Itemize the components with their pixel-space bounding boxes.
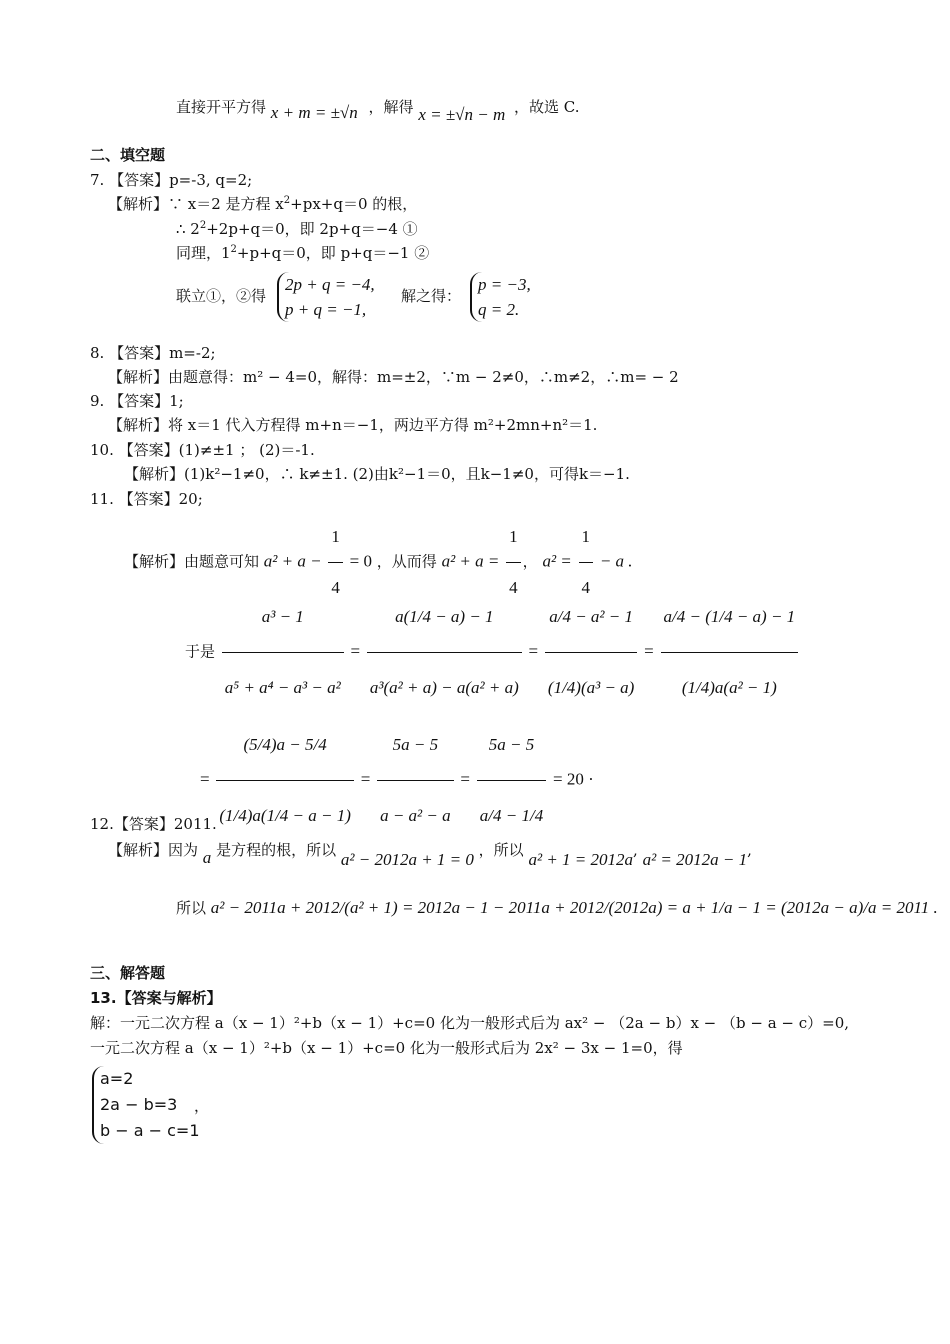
q8-answer: 8. 【答案】m=-2; xyxy=(90,344,216,362)
q11-chain-1: 于是 $\frac{\text{a³ − 1}}{\text{a⁵ + a⁴ − a³ − a²}}$ = $\frac{a(1/4 - a) - 1}{\text{a³(a² + a) − a(a² + a)}}$ = $\frac{\text{a/4 − a² − 1}}{\text{(1/4)(a³ − a)}}$ = $\frac{a/4 - (1/4 - a) - 1}{\text{(1/4)a(a² − 1)}}$ xyxy=(185,582,800,723)
text: ，故选 C. xyxy=(514,98,580,116)
q11-chain-2: = $\frac{(5/4)a - 5/4}{(1/4)a(1/4 - a - 1)}$ = $\frac{5a - 5}{\text{a − a² − a}}$ = $\frac{5a - 5}{a/4 - 1/4}$ = 20 · xyxy=(200,710,594,851)
fraction: $\frac{a/4 - (1/4 - a) - 1}{\text{(1/4)a(a² − 1)}}$ xyxy=(661,582,799,723)
equation: x + m = ±√n xyxy=(270,103,358,122)
equation: b − a − c=1 xyxy=(100,1121,200,1140)
q12-explanation-2 xyxy=(176,898,938,918)
fraction: $\frac{1}{4}$ xyxy=(328,512,343,613)
text: +px+q＝0 的根， xyxy=(290,195,418,213)
equation: 2a − b=3 xyxy=(100,1095,178,1114)
q13-line-2: 一元二次方程 a（x − 1）²+b（x − 1）+c=0 化为一般形式后为 2x² − 3x − 1=0，得 xyxy=(90,1039,683,1057)
fraction: $\frac{\text{a/4 − a² − 1}}{\text{(1/4)(a³ − a)}}$ xyxy=(545,582,637,723)
equation: a² − 2011a + 2012/(a² + 1) = 2012a − 1 − 2011a + 2012/(2012a) = a + 1/a − 1 = (2012a − a)/a = 2011 . xyxy=(210,898,938,917)
q12-explanation-1: 【解析】因为 a 是方程的根，所以 a² − 2012a + 1 = 0 ，所以 a² + 1 = 2012a, a² = 2012a − 1, xyxy=(108,841,752,869)
text: 【解析】∵ x＝2 是方程 x xyxy=(108,195,284,213)
text: 所以 xyxy=(176,899,207,917)
fraction: $\frac{1}{4}$ xyxy=(506,512,521,613)
fraction: $\frac{5a - 5}{a/4 - 1/4}$ xyxy=(477,710,546,851)
fraction: $\frac{1}{4}$ xyxy=(579,512,594,613)
line-1 xyxy=(176,97,580,124)
section-heading-fill-blank: 二、填空题 xyxy=(90,146,166,164)
text: ∴ 2 xyxy=(176,220,200,238)
equation: a² = xyxy=(542,551,572,571)
equation: − a . xyxy=(599,551,633,571)
q11-answer: 11. 【答案】20; xyxy=(90,490,203,508)
section-heading-solve: 三、解答题 xyxy=(90,964,166,982)
q7-explanation-3: 同理，$1^2+p+q=0$，即 p+q＝−1 ② xyxy=(176,244,430,262)
q10-answer: 10. 【答案】(1)≠±1 ； (2)＝-1. xyxy=(90,441,315,459)
equation-system xyxy=(92,1066,200,1144)
q7-explanation-1: 【解析】∵ x＝2 是方程 $x^2+px+q=0$ 的根， xyxy=(108,195,418,213)
text: +p+q＝0，即 p+q＝−1 ② xyxy=(236,244,430,262)
q9-answer: 9. 【答案】1; xyxy=(90,392,184,410)
text: 是方程的根，所以 xyxy=(216,841,337,859)
text: 直接开平方得 xyxy=(176,98,267,116)
text: ，从而得 xyxy=(376,552,437,571)
fraction: $\frac{5a - 5}{\text{a − a² − a}}$ xyxy=(377,710,454,851)
q8-explanation: 【解析】由题意得：m² − 4=0，解得：m=±2，∵m − 2≠0，∴m≠2，∴m= − 2 xyxy=(108,368,679,386)
text: ，所以 xyxy=(478,841,524,859)
equation: a² − 2012a + 1 = 0 xyxy=(340,850,474,869)
text: ， xyxy=(194,1097,210,1115)
equation: a=2 xyxy=(100,1069,134,1088)
equation-system xyxy=(470,272,531,322)
q7-answer: 7. 【答案】p=-3, q=2; xyxy=(90,171,253,189)
equation: a² + 1 = 2012a xyxy=(528,850,634,869)
equation: p = −3, xyxy=(478,275,531,294)
equation: a² + a = xyxy=(441,551,500,571)
equation: 2p + q = −4, xyxy=(285,275,375,294)
equation: a² = 2012a − 1 xyxy=(642,850,748,869)
equation: = 0 xyxy=(349,551,372,571)
q12-answer: 12.【答案】2011. xyxy=(90,815,217,833)
q9-explanation: 【解析】将 x＝1 代入方程得 m+n＝−1，两边平方得 m²+2mn+n²＝1. xyxy=(108,416,598,434)
text: 【解析】由题意可知 xyxy=(124,552,260,571)
equation: = 20 · xyxy=(552,769,594,789)
q7-explanation-4: 联立①，②得 xyxy=(176,287,267,305)
text: 同理，1 xyxy=(176,244,231,262)
q13-line-1: 解：一元二次方程 a（x − 1）²+b（x − 1）+c=0 化为一般形式后为 ax² − （2a − b）x − （b − a − c）=0, xyxy=(90,1014,850,1032)
equation: a² + a − xyxy=(263,551,322,571)
text: 解之得： xyxy=(401,287,462,305)
fraction: $\frac{(5/4)a - 5/4}{(1/4)a(1/4 - a - 1)}$ xyxy=(216,710,354,851)
fraction: $\frac{\text{a³ − 1}}{\text{a⁵ + a⁴ − a³ − a²}}$ xyxy=(222,582,344,723)
equation: p + q = −1, xyxy=(285,300,367,319)
q7-explanation-2: ∴ $2^2+2p+q=0$，即 2p+q＝−4 ① xyxy=(176,220,418,238)
text: 【解析】因为 xyxy=(108,841,199,859)
text: 于是 xyxy=(185,642,216,661)
fraction: $\frac{a(1/4 - a) - 1}{\text{a³(a² + a) − a(a² + a)}}$ xyxy=(367,582,522,723)
equation-system xyxy=(277,272,375,322)
text: ，解得 xyxy=(368,98,414,116)
equation: x = ±√n − m xyxy=(418,105,506,124)
equation: q = 2. xyxy=(478,300,520,319)
q10-explanation: 【解析】(1)k²−1≠0，∴ k≠±1. (2)由k²−1＝0，且k−1≠0，可得k＝−1. xyxy=(124,465,630,483)
q11-explanation-1: 【解析】由题意可知 a² + a − $\frac{1}{4}$ = 0 ，从而得 a² + a = $\frac{1}{4}$ ， a² = $\frac{1}{4}$ − a . xyxy=(124,512,633,613)
equation: a xyxy=(202,848,212,867)
text: +2p+q＝0，即 2p+q＝−4 ① xyxy=(206,220,418,238)
q13-answer: 13.【答案与解析】 xyxy=(90,989,222,1007)
